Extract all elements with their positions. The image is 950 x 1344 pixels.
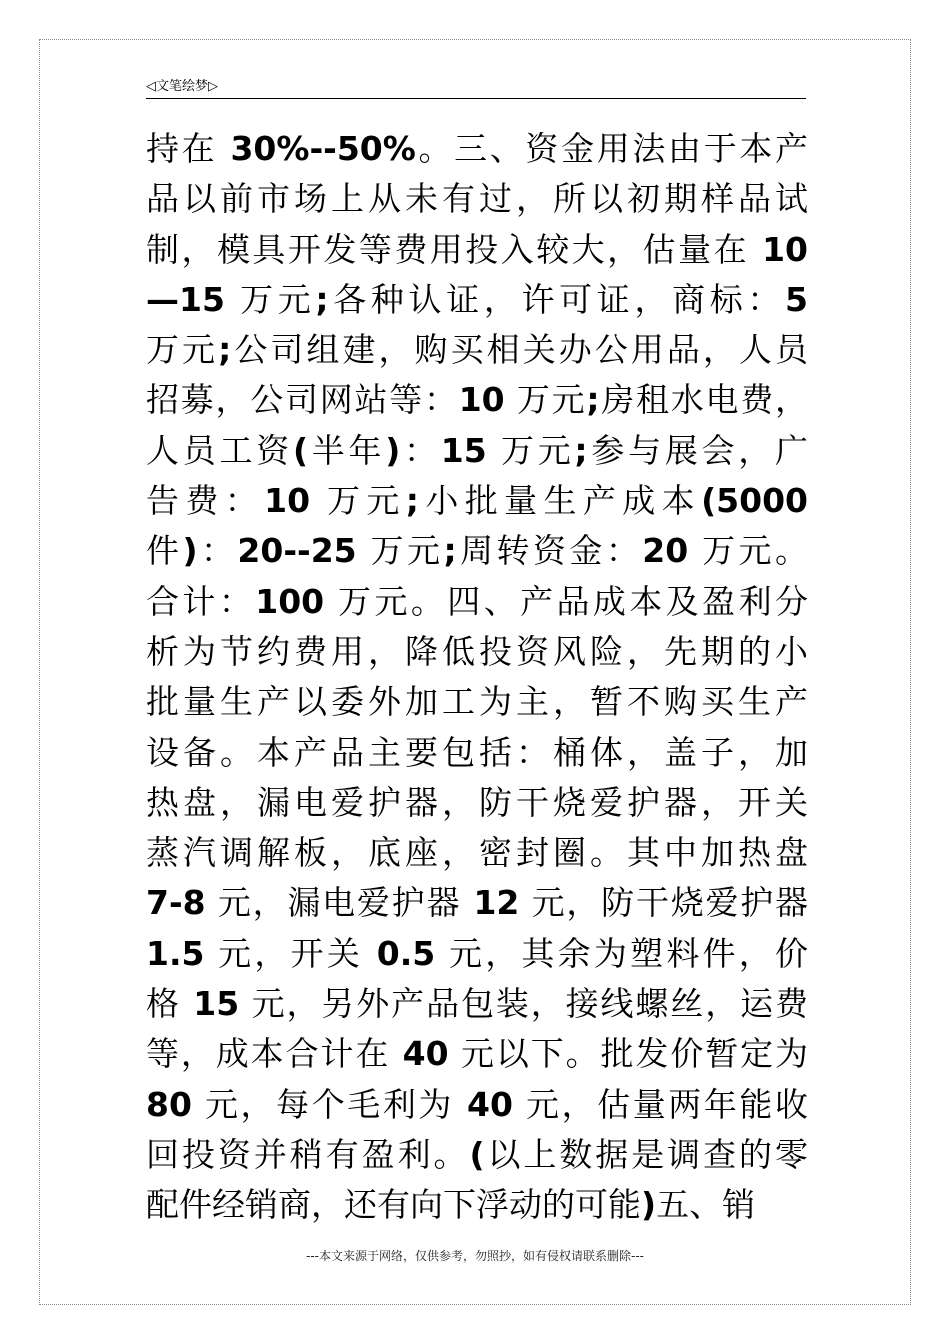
text-line: 配件经销商，还有向下浮动的可能)五、销 (146, 1185, 756, 1225)
document-body (146, 124, 808, 1231)
text-line: 人员工资(半年)：15 万元;参与展会，广 (146, 430, 809, 470)
page-footer: ---本文来源于网络，仅供参考，勿照抄，如有侵权请联系删除--- (306, 1249, 644, 1263)
text-line: 回投资并稍有盈利。(以上数据是调查的零 (146, 1134, 809, 1174)
text-line: 蒸汽调解板，底座，密封圈。其中加热盘 (146, 833, 808, 873)
text-line: 批量生产以委外加工为主，暂不购买生产 (146, 682, 808, 722)
text-line: 设备。本产品主要包括：桶体，盖子，加 (146, 732, 808, 772)
text-line: 析为节约费用，降低投资风险，先期的小 (146, 631, 808, 671)
text-line: 件)：20--25 万元;周转资金：20 万元。 (146, 531, 808, 571)
text-line: 7-8 元，漏电爱护器 12 元，防干烧爱护器 (146, 883, 808, 923)
text-line: 80 元，每个毛利为 40 元，估量两年能收 (146, 1084, 808, 1124)
text-line: 制，模具开发等费用投入较大，估量在 10 (146, 229, 808, 269)
header-title: ◁文笔绘梦▷ (146, 79, 218, 94)
text-line: 告费：10 万元;小批量生产成本(5000 (146, 481, 809, 521)
text-line: 等，成本合计在 40 元以下。批发价暂定为 (146, 1034, 808, 1074)
text-line: 格 15 元，另外产品包装，接线螺丝，运费 (146, 984, 808, 1024)
text-line: 1.5 元，开关 0.5 元，其余为塑料件，价 (146, 933, 808, 973)
page-header (146, 72, 806, 99)
text-line: 合计：100 万元。四、产品成本及盈利分 (146, 581, 809, 621)
text-line: 热盘，漏电爱护器，防干烧爱护器，开关 (146, 782, 808, 822)
text-line: 招募，公司网站等：10 万元;房租水电费， (146, 380, 808, 420)
text-line: 万元;公司组建，购买相关办公用品，人员 (146, 330, 809, 370)
text-line: —15 万元;各种认证，许可证，商标：5 (146, 279, 809, 319)
text-line: 品以前市场上从未有过，所以初期样品试 (146, 179, 808, 219)
text-line: 持在 30%--50%。三、资金用法由于本产 (146, 129, 808, 168)
